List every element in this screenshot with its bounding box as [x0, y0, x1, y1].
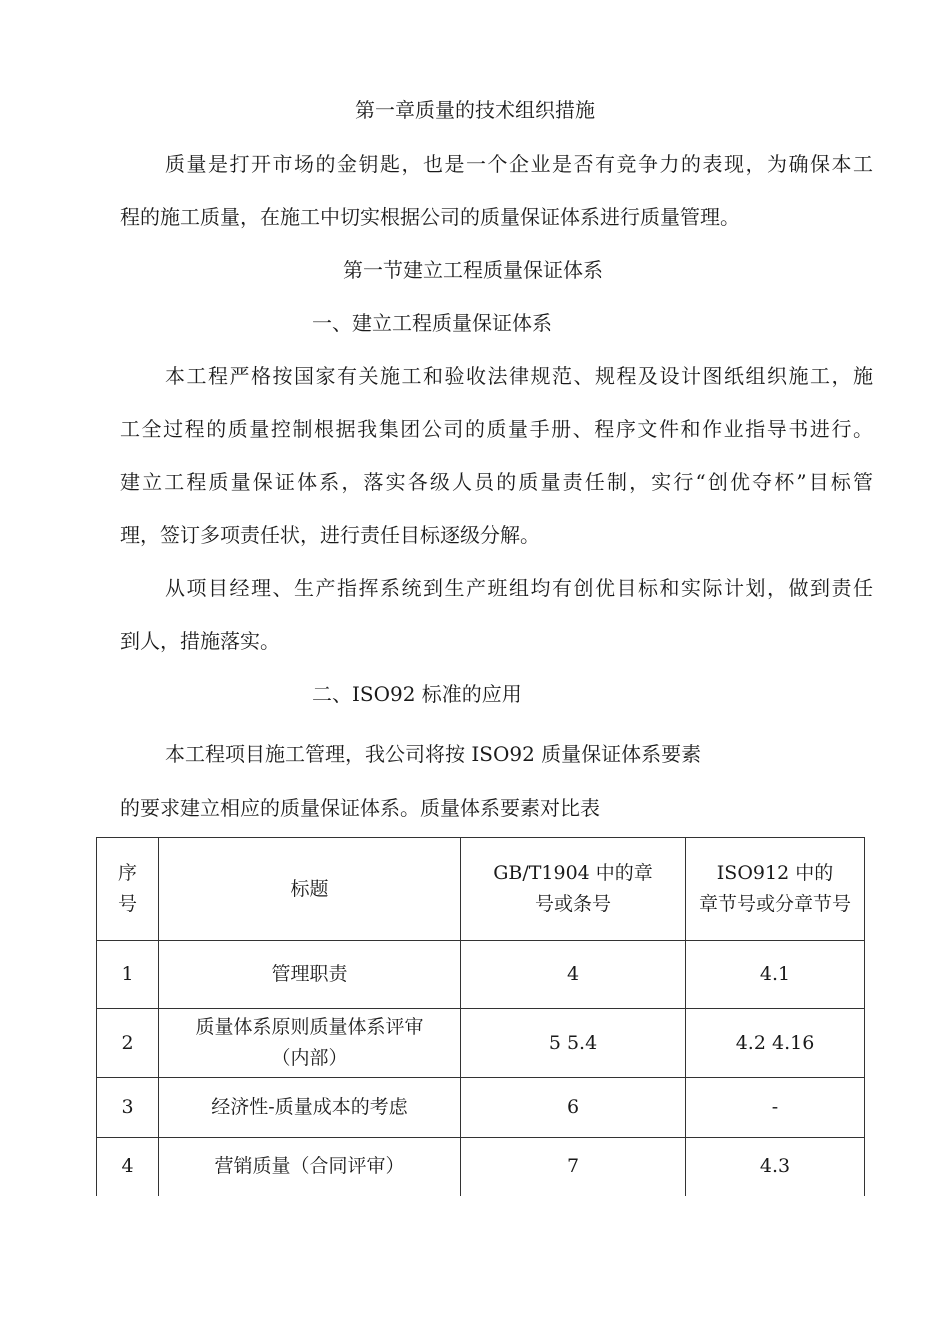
para2-line-1: 从项目经理、生产指挥系统到生产班组均有创优目标和实际计划，做到责任 — [165, 576, 873, 600]
header-gb-line-2: 号或条号 — [534, 893, 611, 915]
comparison-table — [96, 837, 865, 1196]
table-row — [97, 1078, 865, 1138]
subsection-title-1: 一、建立工程质量保证体系 — [312, 311, 552, 335]
header-title: 标题 — [159, 838, 461, 941]
cell-gb: 5 5.4 — [461, 1009, 686, 1078]
subsection-title-2: 二、ISO92 标准的应用 — [312, 682, 522, 706]
para2-line-2: 到人，措施落实。 — [120, 629, 280, 653]
intro-line-1: 质量是打开市场的金钥匙，也是一个企业是否有竞争力的表现，为确保本工 — [165, 152, 873, 176]
cell-iso: 4.3 — [686, 1138, 865, 1196]
cell-title: 营销质量（合同评审） — [159, 1138, 461, 1196]
cell-iso: 4.1 — [686, 941, 865, 1009]
cell-no: 1 — [97, 941, 159, 1009]
para1-line-3: 建立工程质量保证体系，落实各级人员的质量责任制，实行“创优夺杯”目标管 — [120, 470, 873, 494]
header-no-line-2: 号 — [117, 893, 137, 915]
chapter-title: 第一章质量的技术组织措施 — [355, 98, 595, 122]
header-iso-line-1: ISO912 中的 — [716, 862, 834, 884]
para1-line-4: 理，签订多项责任状，进行责任目标逐级分解。 — [120, 523, 540, 547]
table-row — [97, 941, 865, 1009]
header-gb — [461, 838, 686, 941]
cell-iso: - — [686, 1078, 865, 1138]
cell-iso: 4.2 4.16 — [686, 1009, 865, 1078]
cell-title: 经济性-质量成本的考虑 — [159, 1078, 461, 1138]
para1-line-1: 本工程严格按国家有关施工和验收法律规范、规程及设计图纸组织施工，施 — [165, 364, 873, 388]
cell-title-line-2: （内部） — [271, 1047, 348, 1069]
cell-title — [159, 1009, 461, 1078]
header-no — [97, 838, 159, 941]
header-no-line-1: 序 — [117, 862, 137, 884]
header-iso — [686, 838, 865, 941]
section-title: 第一节建立工程质量保证体系 — [343, 258, 603, 282]
para3-line-2: 的要求建立相应的质量保证体系。质量体系要素对比表 — [120, 796, 600, 820]
cell-gb: 6 — [461, 1078, 686, 1138]
cell-gb: 4 — [461, 941, 686, 1009]
cell-no: 3 — [97, 1078, 159, 1138]
para1-line-2: 工全过程的质量控制根据我集团公司的质量手册、程序文件和作业指导书进行。 — [120, 417, 873, 441]
table-header-row — [97, 838, 865, 941]
table-row — [97, 1009, 865, 1078]
cell-gb: 7 — [461, 1138, 686, 1196]
cell-title: 管理职责 — [159, 941, 461, 1009]
cell-title-line-1: 质量体系原则质量体系评审 — [195, 1016, 424, 1038]
cell-no: 2 — [97, 1009, 159, 1078]
cell-no: 4 — [97, 1138, 159, 1196]
table-row — [97, 1138, 865, 1196]
header-iso-line-2: 章节号或分章节号 — [698, 893, 851, 915]
para3-line-1: 本工程项目施工管理，我公司将按 ISO92 质量保证体系要素 — [165, 742, 702, 766]
intro-line-2: 程的施工质量，在施工中切实根据公司的质量保证体系进行质量管理。 — [120, 205, 740, 229]
header-gb-line-1: GB/T1904 中的章 — [493, 862, 653, 884]
